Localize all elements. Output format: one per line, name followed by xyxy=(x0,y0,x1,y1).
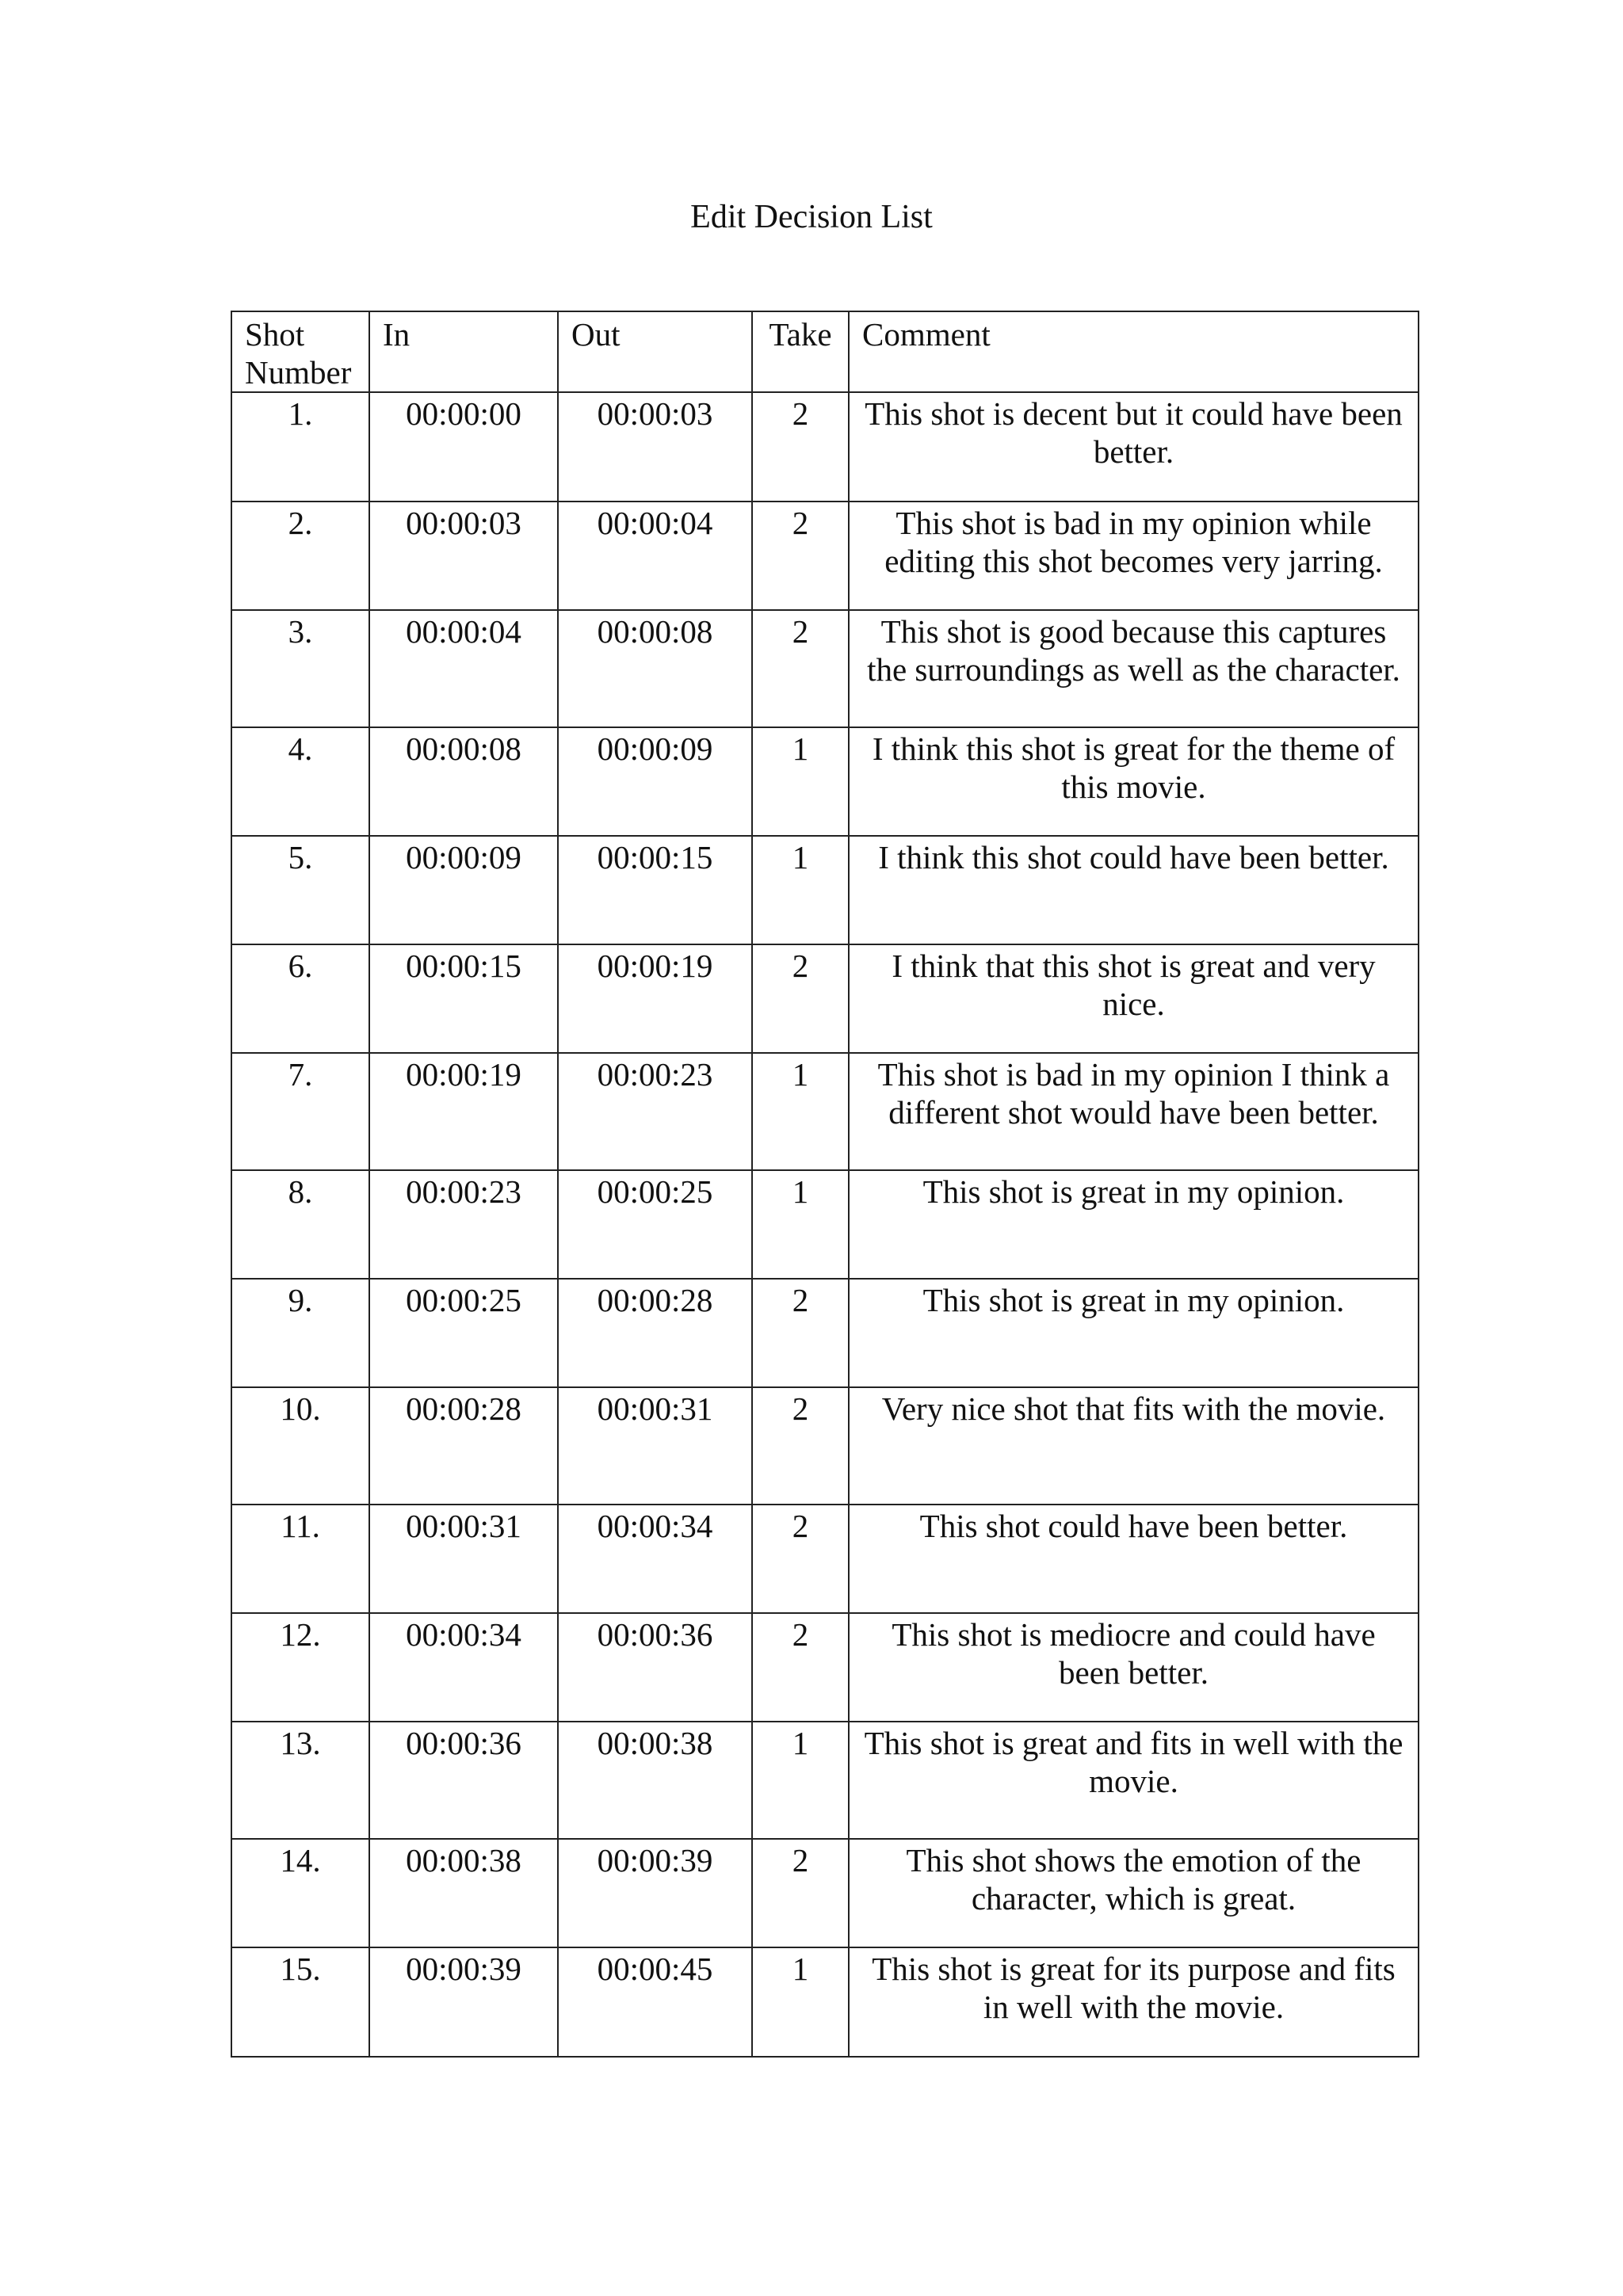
table-row xyxy=(231,1947,1419,2057)
take-cell: 1 xyxy=(752,1170,849,1279)
in-time-cell: 00:00:31 xyxy=(369,1505,558,1613)
shot-number-cell: 2. xyxy=(231,502,369,610)
column-header-take: Take xyxy=(752,311,849,392)
in-time-cell: 00:00:23 xyxy=(369,1170,558,1279)
shot-number-cell: 8. xyxy=(231,1170,369,1279)
comment-cell: This shot is bad in my opinion I think a different shot would have been better. xyxy=(849,1053,1419,1170)
take-cell: 1 xyxy=(752,1947,849,2057)
take-cell: 1 xyxy=(752,727,849,836)
shot-header-line2: Number xyxy=(245,354,352,391)
in-time-cell: 00:00:38 xyxy=(369,1839,558,1947)
table-header-row xyxy=(231,311,1419,392)
take-cell: 2 xyxy=(752,502,849,610)
column-header-out: Out xyxy=(558,311,752,392)
table-row xyxy=(231,502,1419,610)
take-cell: 2 xyxy=(752,1387,849,1505)
comment-cell: Very nice shot that fits with the movie. xyxy=(849,1387,1419,1505)
take-cell: 2 xyxy=(752,1505,849,1613)
table-row xyxy=(231,727,1419,836)
table-row xyxy=(231,610,1419,727)
out-time-cell: 00:00:28 xyxy=(558,1279,752,1387)
table-row xyxy=(231,1505,1419,1613)
out-time-cell: 00:00:39 xyxy=(558,1839,752,1947)
comment-cell: This shot could have been better. xyxy=(849,1505,1419,1613)
shot-number-cell: 9. xyxy=(231,1279,369,1387)
take-cell: 2 xyxy=(752,610,849,727)
shot-number-cell: 3. xyxy=(231,610,369,727)
table-row xyxy=(231,1722,1419,1839)
shot-number-cell: 11. xyxy=(231,1505,369,1613)
comment-cell: I think that this shot is great and very nice. xyxy=(849,944,1419,1053)
column-header-shot-number xyxy=(231,311,369,392)
comment-cell: I think this shot is great for the theme of this movie. xyxy=(849,727,1419,836)
table-row xyxy=(231,1613,1419,1722)
comment-cell: This shot is great in my opinion. xyxy=(849,1279,1419,1387)
out-time-cell: 00:00:08 xyxy=(558,610,752,727)
take-cell: 2 xyxy=(752,1613,849,1722)
table-row xyxy=(231,836,1419,944)
comment-cell: I think this shot could have been better. xyxy=(849,836,1419,944)
shot-number-cell: 7. xyxy=(231,1053,369,1170)
out-time-cell: 00:00:19 xyxy=(558,944,752,1053)
shot-number-cell: 14. xyxy=(231,1839,369,1947)
column-header-in: In xyxy=(369,311,558,392)
out-time-cell: 00:00:31 xyxy=(558,1387,752,1505)
table-row xyxy=(231,1279,1419,1387)
table-row xyxy=(231,1839,1419,1947)
in-time-cell: 00:00:19 xyxy=(369,1053,558,1170)
take-cell: 2 xyxy=(752,1279,849,1387)
comment-cell: This shot is great for its purpose and fits in well with the movie. xyxy=(849,1947,1419,2057)
table-row xyxy=(231,944,1419,1053)
document-title: Edit Decision List xyxy=(690,199,933,235)
take-cell: 2 xyxy=(752,392,849,502)
comment-cell: This shot is great in my opinion. xyxy=(849,1170,1419,1279)
shot-number-cell: 4. xyxy=(231,727,369,836)
out-time-cell: 00:00:34 xyxy=(558,1505,752,1613)
table-row xyxy=(231,1170,1419,1279)
in-time-cell: 00:00:36 xyxy=(369,1722,558,1839)
shot-number-cell: 10. xyxy=(231,1387,369,1505)
out-time-cell: 00:00:04 xyxy=(558,502,752,610)
take-cell: 1 xyxy=(752,1722,849,1839)
shot-header-line1: Shot xyxy=(245,316,305,353)
shot-number-cell: 12. xyxy=(231,1613,369,1722)
edit-decision-table xyxy=(231,311,1419,2058)
table-row xyxy=(231,1387,1419,1505)
comment-cell: This shot is decent but it could have been better. xyxy=(849,392,1419,502)
out-time-cell: 00:00:09 xyxy=(558,727,752,836)
shot-number-cell: 1. xyxy=(231,392,369,502)
out-time-cell: 00:00:25 xyxy=(558,1170,752,1279)
out-time-cell: 00:00:23 xyxy=(558,1053,752,1170)
out-time-cell: 00:00:03 xyxy=(558,392,752,502)
table-row xyxy=(231,1053,1419,1170)
column-header-comment: Comment xyxy=(849,311,1419,392)
take-cell: 1 xyxy=(752,1053,849,1170)
comment-cell: This shot is mediocre and could have been better. xyxy=(849,1613,1419,1722)
in-time-cell: 00:00:03 xyxy=(369,502,558,610)
in-time-cell: 00:00:04 xyxy=(369,610,558,727)
take-cell: 1 xyxy=(752,836,849,944)
comment-cell: This shot is good because this captures the surroundings as well as the character. xyxy=(849,610,1419,727)
out-time-cell: 00:00:38 xyxy=(558,1722,752,1839)
in-time-cell: 00:00:34 xyxy=(369,1613,558,1722)
take-cell: 2 xyxy=(752,944,849,1053)
comment-cell: This shot is bad in my opinion while editing this shot becomes very jarring. xyxy=(849,502,1419,610)
in-time-cell: 00:00:08 xyxy=(369,727,558,836)
out-time-cell: 00:00:45 xyxy=(558,1947,752,2057)
shot-number-cell: 13. xyxy=(231,1722,369,1839)
comment-cell: This shot is great and fits in well with the movie. xyxy=(849,1722,1419,1839)
shot-number-cell: 15. xyxy=(231,1947,369,2057)
comment-cell: This shot shows the emotion of the character, which is great. xyxy=(849,1839,1419,1947)
in-time-cell: 00:00:39 xyxy=(369,1947,558,2057)
shot-number-cell: 6. xyxy=(231,944,369,1053)
shot-number-cell: 5. xyxy=(231,836,369,944)
in-time-cell: 00:00:00 xyxy=(369,392,558,502)
in-time-cell: 00:00:09 xyxy=(369,836,558,944)
in-time-cell: 00:00:25 xyxy=(369,1279,558,1387)
table-row xyxy=(231,392,1419,502)
in-time-cell: 00:00:15 xyxy=(369,944,558,1053)
out-time-cell: 00:00:36 xyxy=(558,1613,752,1722)
take-cell: 2 xyxy=(752,1839,849,1947)
in-time-cell: 00:00:28 xyxy=(369,1387,558,1505)
out-time-cell: 00:00:15 xyxy=(558,836,752,944)
